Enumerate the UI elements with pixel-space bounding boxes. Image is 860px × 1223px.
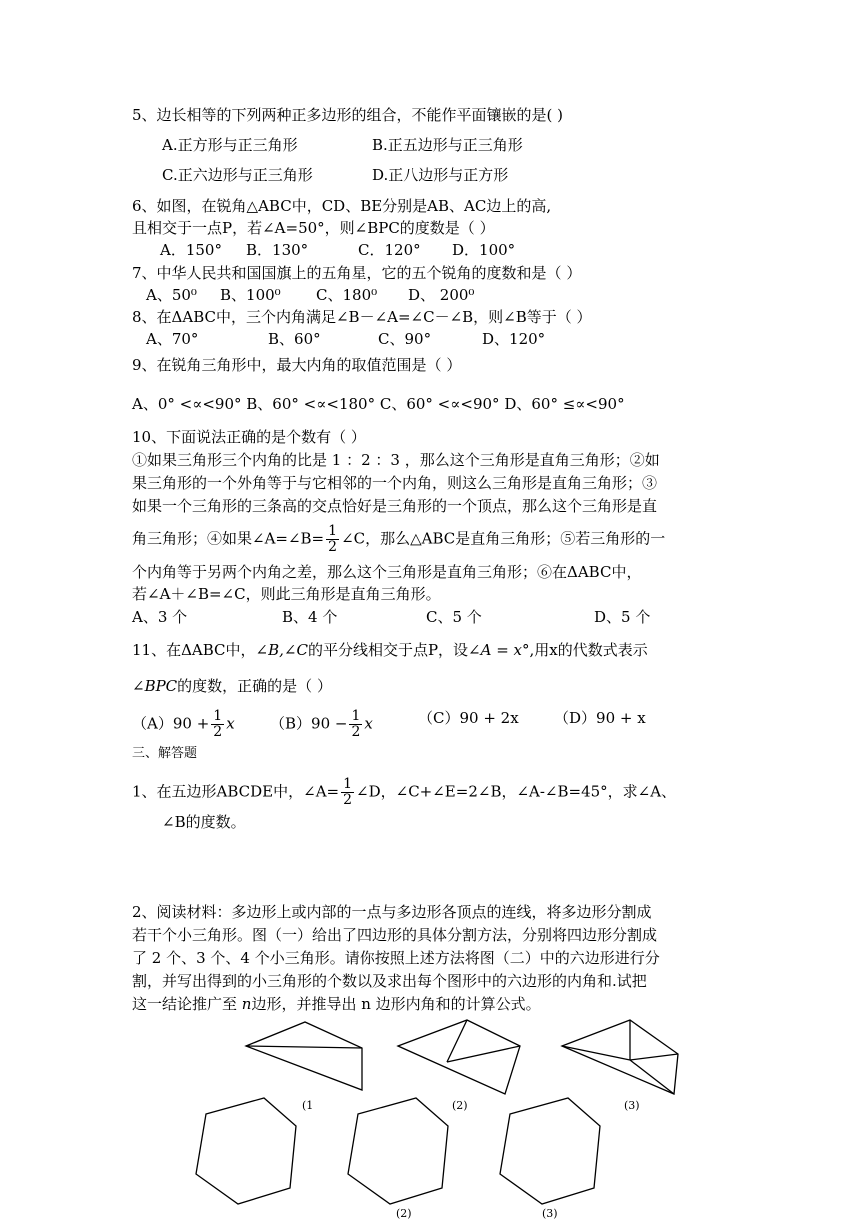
fraction-denominator: 2: [351, 724, 361, 740]
q8-option-b: B、60°: [268, 330, 321, 348]
q10-option-c: C、5 个: [426, 608, 482, 626]
q6-stem-line1: 6、如图，在锐角△ABC中，CD、BE分别是AB、AC边上的高,: [132, 197, 552, 215]
q10-line2: 果三角形的一个外角等于与它相邻的一个内角，则这么三角形是直角三角形；③: [132, 474, 658, 492]
bottom-figure-label-2: (2): [396, 1207, 412, 1220]
option-label: （A）: [132, 714, 173, 733]
q6-stem-line2: 且相交于一点P，若∠A=50°，则∠BPC的度数是（ ）: [132, 219, 495, 237]
section-title: 三、解答题: [132, 746, 198, 761]
figure-label-3: (3): [624, 1099, 640, 1112]
q6-option-c: C．120°: [358, 241, 421, 259]
fraction-numerator: 1: [328, 523, 338, 539]
q10-line3: 如果一个三角形的三条高的交点恰好是三角形的一个顶点，那么这个三角形是直: [132, 497, 658, 515]
quadrilateral-2: [398, 1020, 520, 1094]
fraction-denominator: 2: [343, 792, 353, 808]
q8-option-c: C、90°: [378, 330, 432, 348]
fraction-numerator: 1: [351, 708, 361, 724]
option-label: （C）: [418, 709, 460, 727]
quadrilateral-3-line-a: [562, 1046, 630, 1060]
q7-option-c: C、180⁰: [316, 286, 378, 304]
p1-line2: ∠B的度数。: [162, 813, 246, 831]
q8-option-a: A、70°: [146, 330, 199, 348]
quadrilateral-1: [246, 1022, 362, 1090]
hexagon-3: [500, 1098, 600, 1204]
q5-option-a: A.正方形与正三角形: [162, 136, 298, 154]
q7-option-d: D、 200⁰: [408, 286, 475, 304]
q10-line6: 若∠A＋∠B=∠C，则此三角形是直角三角形。: [132, 585, 441, 603]
q9-stem: 9、在锐角三角形中，最大内角的取值范围是（ ）: [132, 356, 462, 374]
p2-line3: 了 2 个、3 个、4 个小三角形。请你按照上述方法将图（二）中的六边形进行分: [132, 949, 660, 967]
quadrilateral-2-line-b: [447, 1046, 520, 1062]
option-expr: 90 −: [311, 714, 348, 733]
q5-option-c: C.正六边形与正三角形: [162, 166, 313, 184]
q6-option-b: B．130°: [246, 241, 309, 259]
q7-stem: 7、中华人民共和国国旗上的五角星，它的五个锐角的度数和是（ ）: [132, 264, 582, 282]
p2-line5-start: 这一结论推广至: [132, 995, 242, 1013]
q5-stem: 5、边长相等的下列两种正多边形的组合，不能作平面镶嵌的是( ): [132, 106, 564, 124]
q11-stem-part1: 11、在ΔABC中，: [132, 641, 256, 659]
q6-option-d: D．100°: [452, 241, 516, 259]
option-var: x: [364, 714, 373, 733]
fraction-denominator: 2: [328, 539, 338, 555]
q8-stem: 8、在ΔABC中，三个内角满足∠B－∠A=∠C－∠B，则∠B等于（ ）: [132, 308, 592, 326]
q7-option-b: B、100⁰: [220, 286, 281, 304]
q11-stem-part2: 的平分线相交于点P，设: [307, 641, 469, 659]
option-expr: 90 +: [172, 714, 210, 733]
option-label: （D）: [554, 709, 597, 727]
p2-line5-end: 边形，并推导出 n 边形内角和的计算公式。: [251, 995, 541, 1013]
p2-n-variable: n: [241, 995, 252, 1013]
q8-option-d: D、120°: [482, 330, 546, 348]
q9-options: A、0° <∝<90° B、60° <∝<180° C、60° <∝<90° D、60° ≤∝<90°: [132, 395, 625, 413]
option-label: （B）: [270, 714, 312, 733]
q11-angles-bc: ∠B,∠C: [255, 641, 308, 659]
option-var: x: [226, 714, 235, 733]
quadrilateral-3-line-d: [630, 1060, 674, 1094]
q11-angle-a: ∠A = x°: [468, 641, 530, 659]
q10-option-b: B、4 个: [282, 608, 338, 626]
p2-line2: 若干个小三角形。图（一）给出了四边形的具体分割方法，分别将四边形分割成: [132, 926, 658, 944]
q10-line1: ①如果三角形三个内角的比是 1 ：2 ：3 ，那么这个三角形是直角三角形；②如: [132, 451, 660, 469]
option-expr: 90 + 2x: [459, 709, 519, 727]
hexagon-1: [196, 1098, 296, 1204]
figure-label-2: (2): [452, 1099, 468, 1112]
q10-line4-end: ∠C，那么△ABC是直角三角形；⑤若三角形的一: [341, 529, 666, 548]
q6-option-a: A．150°: [160, 241, 222, 259]
bottom-figure-label-3: (3): [542, 1207, 558, 1220]
q11-angle-bpc: ∠BPC: [132, 677, 178, 695]
fraction-denominator: 2: [213, 724, 223, 740]
hexagon-2: [348, 1098, 448, 1204]
quadrilateral-3-line-c: [630, 1054, 678, 1060]
q10-option-a: A、3 个: [132, 608, 188, 626]
q10-line5: 个内角等于另两个内角之差，那么这个三角形是直角三角形；⑥在ΔABC中，: [132, 563, 642, 581]
p2-line4: 割，并写出得到的小三角形的个数以及求出每个图形中的六边形的内角和.试把: [132, 972, 647, 990]
p1-line1-end: ∠D，∠C+∠E=2∠B，∠A-∠B=45°，求∠A、: [356, 782, 677, 801]
option-expr: 90 + x: [596, 709, 646, 727]
p2-line1: 2、阅读材料：多边形上或内部的一点与多边形各顶点的连线，将多边形分割成: [132, 903, 652, 921]
fraction-numerator: 1: [343, 776, 353, 792]
q11-stem-part4: 的度数，正确的是（ ）: [177, 677, 332, 695]
q10-line4-start: 角三角形；④如果∠A=∠B=: [132, 529, 325, 548]
p1-line1-start: 1、在五边形ABCDE中，∠A=: [132, 782, 340, 801]
q5-option-d: D.正八边形与正方形: [372, 166, 509, 184]
q10-option-d: D、5 个: [594, 608, 651, 626]
fraction-numerator: 1: [213, 708, 223, 724]
q5-option-b: B.正五边形与正三角形: [372, 136, 523, 154]
q11-stem-part3: ,用x的代数式表示: [529, 641, 648, 659]
quadrilateral-1-diagonal: [246, 1046, 362, 1048]
q10-stem: 10、下面说法正确的是个数有（ ）: [132, 428, 366, 446]
figure-label-1: (1: [302, 1099, 314, 1112]
q7-option-a: A、50⁰: [146, 286, 197, 304]
